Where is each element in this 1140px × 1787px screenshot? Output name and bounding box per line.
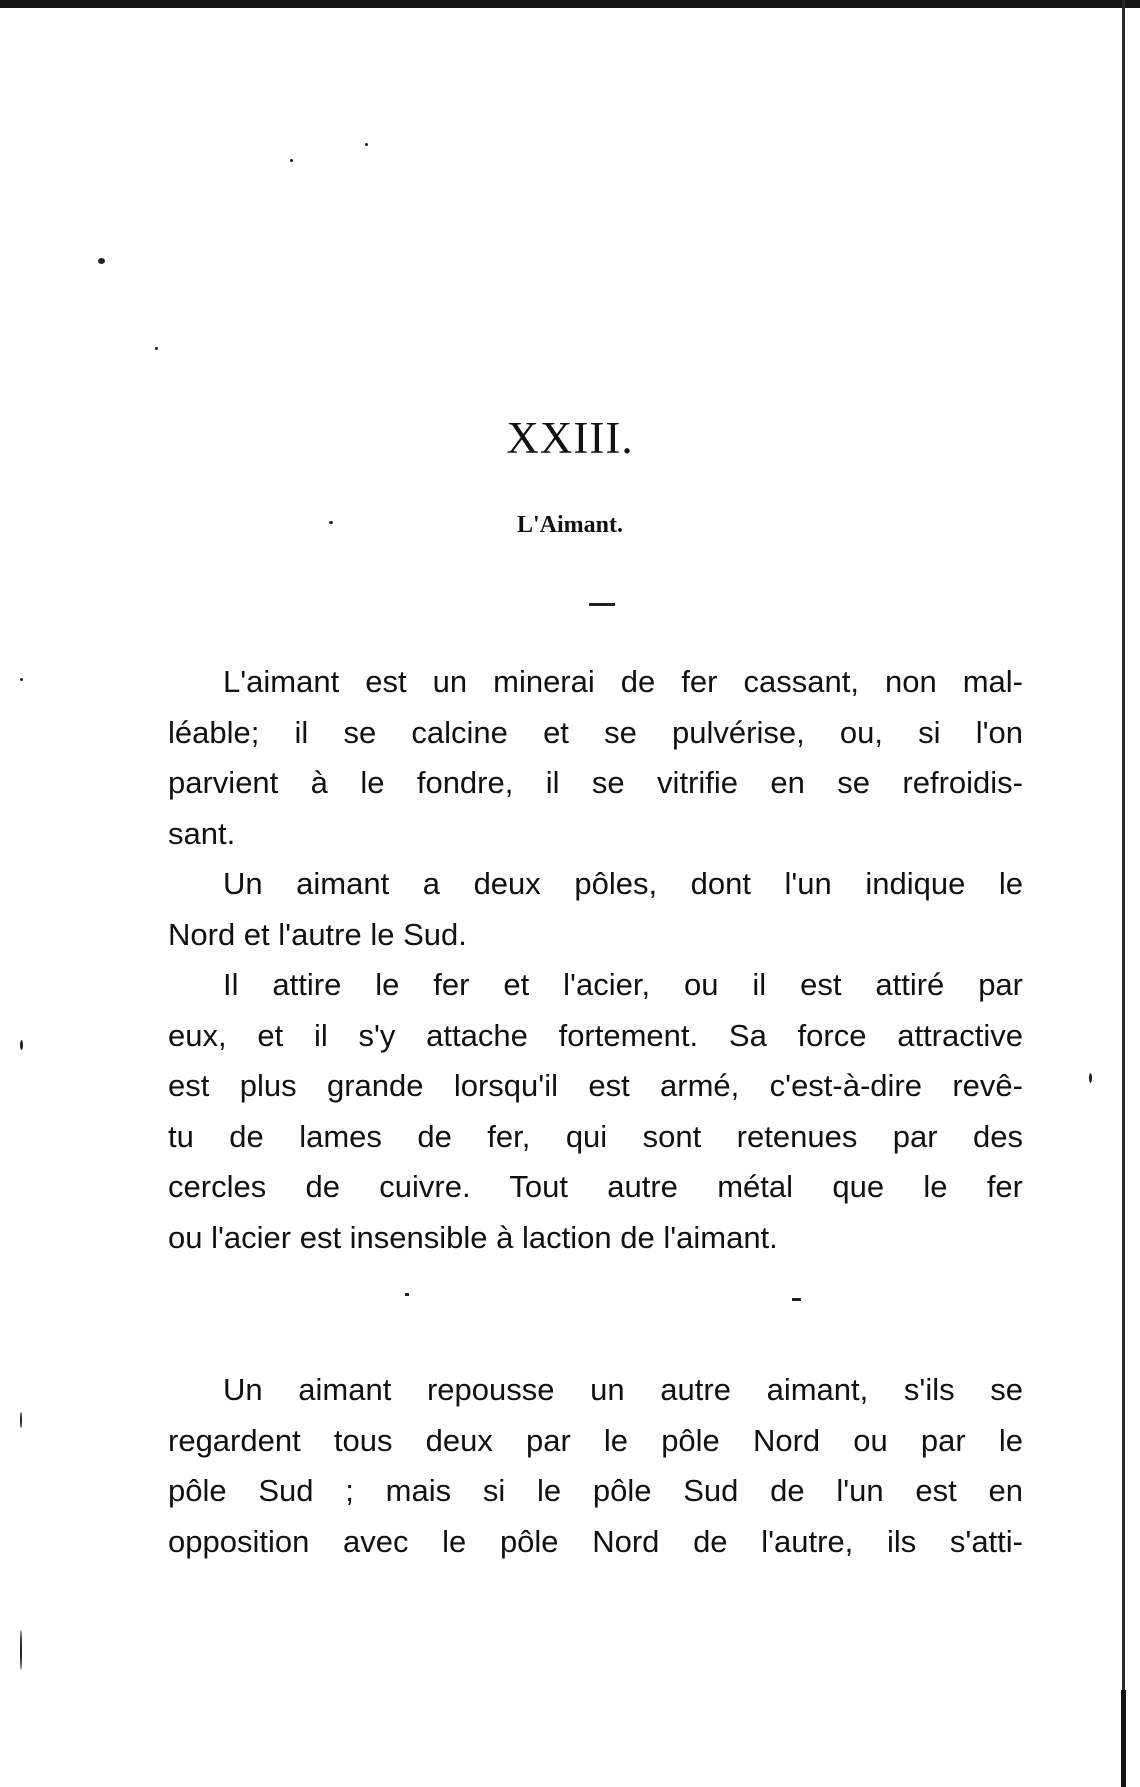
scan-speck (20, 1040, 23, 1050)
text-line: Un aimant repousse un autre aimant, s'ils se (223, 1372, 1023, 1407)
paragraph-2 (168, 859, 1023, 960)
scan-speck (20, 1630, 22, 1670)
scan-speck (20, 1412, 22, 1428)
scan-right-edge (1122, 0, 1125, 1787)
text-line: pôle Sud ; mais si le pôle Sud de l'un est en (168, 1473, 1023, 1508)
scan-top-edge (0, 0, 1140, 8)
text-line: opposition avec le pôle Nord de l'autre, ils s'atti- (168, 1523, 1023, 1559)
scan-speck (98, 258, 105, 264)
text-line: L'aimant est un minerai de fer cassant, non mal- (223, 664, 1023, 699)
paragraph-4 (168, 1365, 1023, 1567)
text-line: sant. (168, 815, 236, 851)
paragraph-3 (168, 960, 1023, 1263)
paragraph-1 (168, 657, 1023, 859)
text-line: Il attire le fer et l'acier, ou il est attiré par (223, 967, 1023, 1002)
scan-speck (365, 143, 368, 146)
scan-speck (1089, 1073, 1092, 1083)
chapter-title: L'Aimant. (516, 512, 623, 538)
text-line: regardent tous deux par le pôle Nord ou par le (168, 1422, 1023, 1458)
text-line: cercles de cuivre. Tout autre métal que le fer (168, 1169, 1023, 1204)
scan-right-edge-shadow (1121, 1690, 1126, 1787)
text-line: léable; il se calcine et se pulvérise, ou, si l'on (168, 714, 1023, 750)
chapter-number: XXIII. (506, 413, 634, 463)
text-line: est plus grande lorsqu'il est armé, c'est-à-dire revê- (168, 1068, 1023, 1103)
section-mark (405, 1293, 409, 1296)
section-mark (792, 1298, 801, 1301)
title-rule (589, 603, 615, 606)
scan-speck (155, 347, 158, 350)
text-line: Un aimant a deux pôles, dont l'un indique le (223, 866, 1023, 901)
text-line: Nord et l'autre le Sud. (168, 916, 467, 952)
text-line: parvient à le fondre, il se vitrifie en se refroidis- (168, 765, 1023, 800)
text-line: eux, et il s'y attache fortement. Sa force attractive (168, 1017, 1023, 1053)
text-line: ou l'acier est insensible à laction de l'aimant. (168, 1219, 778, 1255)
scan-speck (20, 678, 23, 681)
scan-speck (290, 159, 293, 162)
text-line: tu de lames de fer, qui sont retenues par des (168, 1118, 1023, 1154)
